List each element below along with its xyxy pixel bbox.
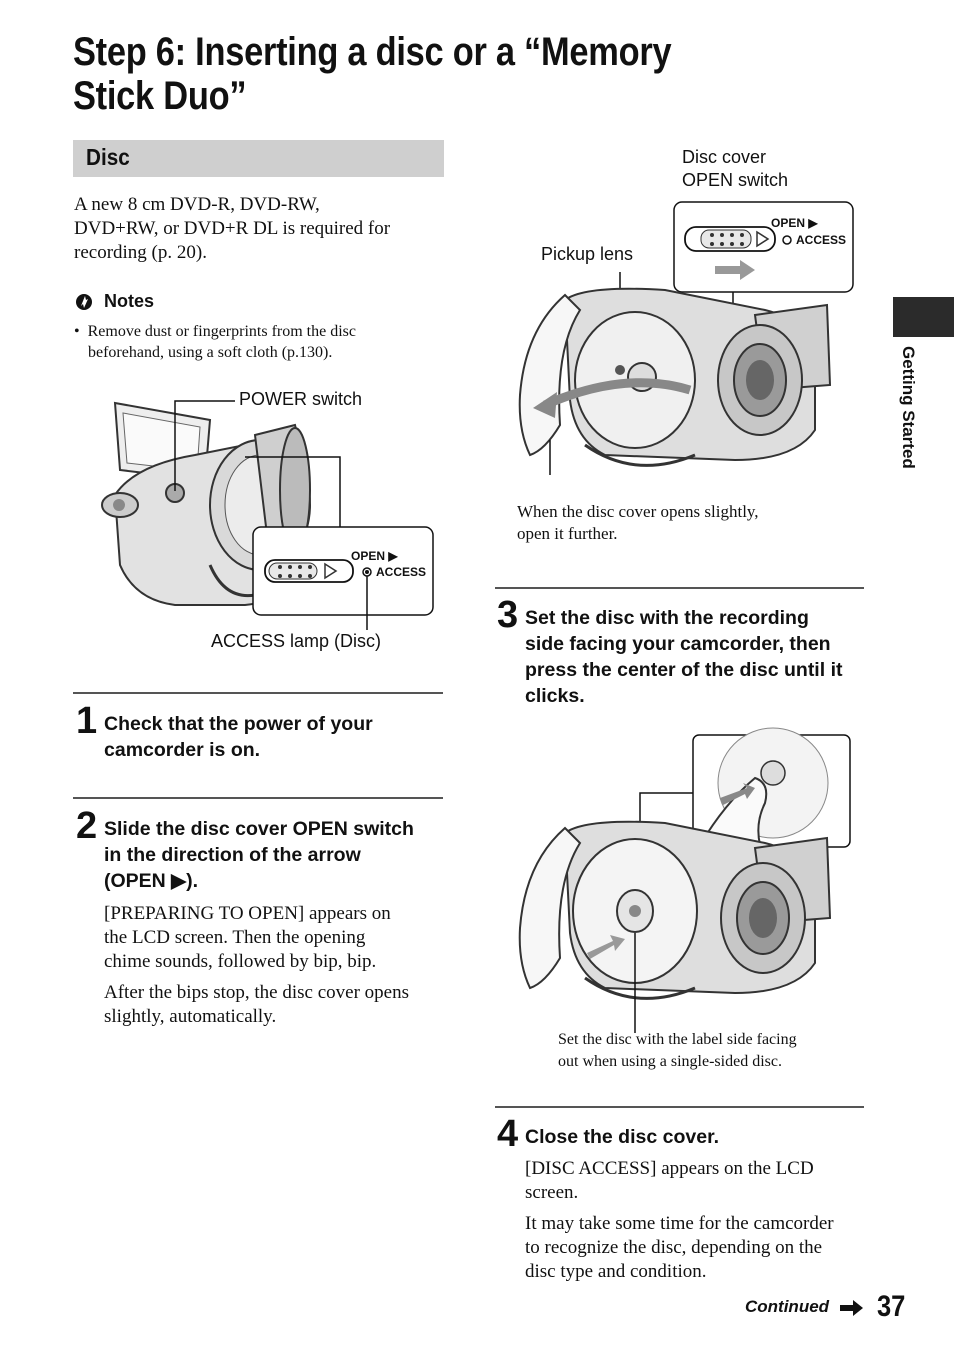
step-paragraph	[104, 902, 391, 974]
step-title	[525, 605, 842, 709]
step-title	[104, 711, 373, 763]
step-title-line: (OPEN ▶).	[104, 870, 199, 892]
para-line: slightly, automatically.	[104, 1006, 277, 1027]
camcorder-disc-insert-illustration	[515, 733, 855, 1033]
para-line: [DISC ACCESS] appears on the LCD	[525, 1158, 814, 1179]
para-line: screen.	[525, 1182, 579, 1203]
step-title-line: clicks.	[525, 685, 585, 707]
section-title: Disc	[86, 144, 130, 170]
notes-icon	[75, 293, 93, 311]
side-tab-marker	[893, 297, 954, 337]
step-title-line: in the direction of the arrow	[104, 844, 361, 866]
camcorder-power-illustration	[95, 395, 440, 620]
page-title: Step 6: Inserting a disc or a “Memory Stick Duo”	[73, 30, 672, 118]
open-label: OPEN ▶	[351, 549, 398, 563]
intro-line: DVD+RW, or DVD+R DL is required for	[74, 218, 391, 239]
step-number: 3	[497, 594, 519, 636]
power-switch-label: POWER switch	[239, 389, 363, 409]
step-number: 4	[497, 1113, 519, 1155]
divider	[495, 1106, 864, 1108]
continued-label: Continued	[745, 1297, 830, 1316]
figure-caption	[517, 501, 759, 545]
step-title-line: camcorder is on.	[104, 739, 261, 761]
caption-line: Set the disc with the label side facing	[558, 1031, 797, 1048]
divider	[73, 692, 443, 694]
caption-line: out when using a single-sided disc.	[558, 1053, 782, 1070]
divider	[73, 797, 443, 799]
page-number: 37	[877, 1290, 906, 1323]
step-title-line: press the center of the disc until it	[525, 659, 843, 681]
disc-cover-label	[682, 146, 788, 192]
step-paragraph	[525, 1157, 814, 1205]
pickup-lens-label: Pickup lens	[541, 244, 634, 264]
intro-line: A new 8 cm DVD-R, DVD-RW,	[74, 194, 320, 215]
label-line: Disc cover	[682, 147, 767, 167]
access-label: ACCESS	[376, 565, 427, 579]
step-paragraph	[104, 981, 409, 1029]
notes-line: Remove dust or fingerprints from the disc	[87, 323, 356, 340]
para-line: [PREPARING TO OPEN] appears on	[104, 903, 391, 924]
step-title	[104, 816, 414, 894]
caption-line: open it further.	[517, 524, 618, 543]
step-number: 1	[76, 700, 98, 742]
access-label: ACCESS	[796, 233, 847, 247]
para-line: After the bips stop, the disc cover opens	[104, 982, 409, 1003]
section-header	[73, 140, 444, 177]
notes-item	[74, 321, 356, 363]
bullet: •	[74, 323, 88, 340]
notes-heading: Notes	[104, 291, 155, 311]
label-line: OPEN switch	[682, 170, 789, 190]
step-title-line: Set the disc with the recording	[525, 607, 809, 629]
step-title-line: Check that the power of your	[104, 713, 373, 735]
step-paragraph	[525, 1212, 834, 1284]
open-label: OPEN ▶	[771, 216, 818, 230]
access-lamp-label: ACCESS lamp (Disc)	[211, 631, 382, 651]
figure-caption	[558, 1029, 797, 1073]
notes-line: beforehand, using a soft cloth (p.130).	[88, 344, 333, 361]
para-line: the LCD screen. Then the opening	[104, 927, 366, 948]
step-title-line: Slide the disc cover OPEN switch	[104, 818, 414, 840]
divider	[495, 587, 864, 589]
para-line: It may take some time for the camcorder	[525, 1213, 834, 1234]
para-line: chime sounds, followed by bip, bip.	[104, 951, 377, 972]
intro-paragraph	[74, 193, 390, 265]
para-line: to recognize the disc, depending on the	[525, 1237, 823, 1258]
arrow-right-icon	[840, 1300, 864, 1316]
side-tab-label: Getting Started	[899, 346, 918, 469]
step-title	[525, 1124, 719, 1150]
step-title-line: Close the disc cover.	[525, 1126, 720, 1148]
para-line: disc type and condition.	[525, 1261, 707, 1282]
step-number: 2	[76, 805, 98, 847]
intro-line: recording (p. 20).	[74, 242, 207, 263]
caption-line: When the disc cover opens slightly,	[517, 502, 759, 521]
step-title-line: side facing your camcorder, then	[525, 633, 831, 655]
